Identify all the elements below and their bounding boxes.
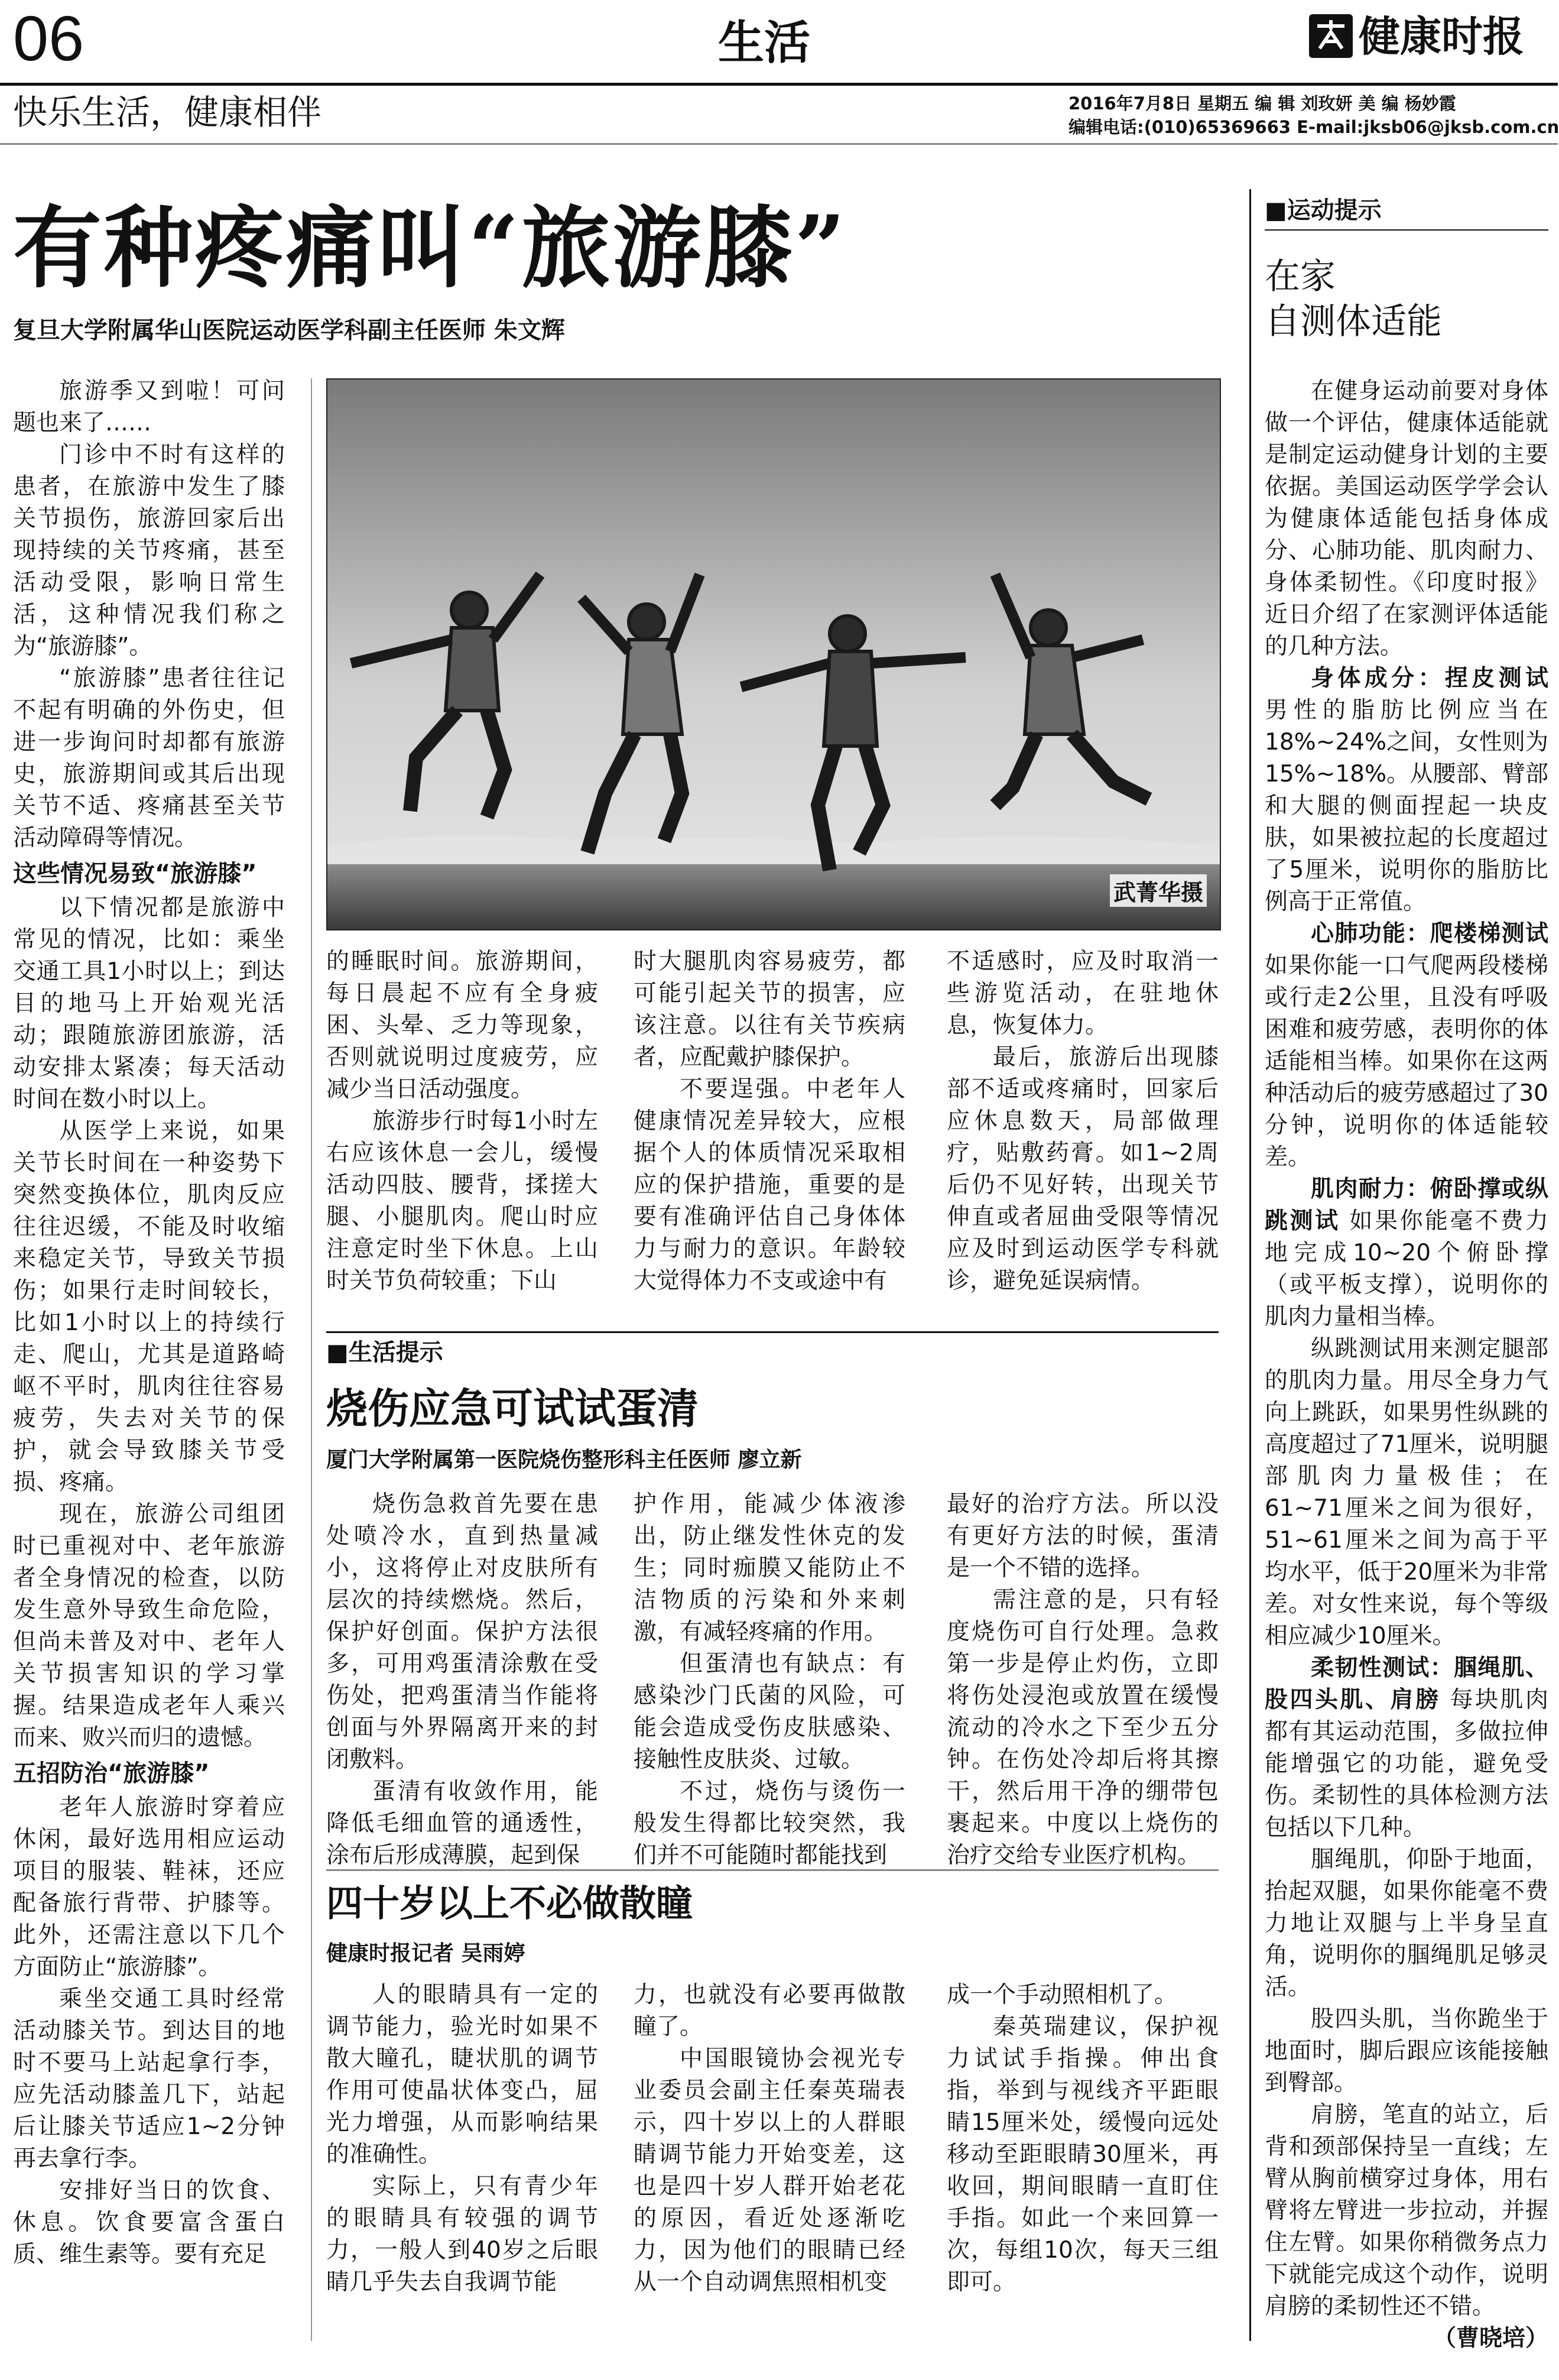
masthead-rule-bottom — [0, 143, 1558, 145]
main-col1 — [13, 375, 285, 2338]
paragraph: 从医学上来说，如果关节长时间在一种姿势下突然变换体位，肌肉反应往往迟缓，不能及时收缩来稳定关节，导致关节损伤；如果行走时间较长，比如1小时以上的持续行走、爬山，尤其是道路崎岖不平时，肌肉往往容易疲劳，失去对关节的保护，就会导致膝关节受损、疼痛。 — [13, 1118, 285, 1496]
sidebar-divider — [1249, 189, 1251, 2341]
paragraph: 时大腿肌肉容易疲劳，都可能引起关节的损害，应该注意。以往有关节疾病者，应配戴护膝保护。 — [634, 948, 905, 1071]
paragraph: 但蛋清也有缺点：有感染沙门氏菌的风险，可能会造成受伤皮肤感染、接触性皮肤炎、过敏。 — [634, 1651, 905, 1773]
paragraph — [1265, 918, 1548, 1173]
main-col4 — [947, 946, 1219, 1294]
paragraph — [1265, 1173, 1548, 1333]
eyes-byline: 健康时报记者 吴雨婷 — [326, 1941, 525, 1966]
paragraph-text: 如果你能毫不费力地完成10~20个俯卧撑（或平板支撑），说明你的肌肉力量相当棒。 — [1265, 1208, 1548, 1330]
burn-col1 — [326, 1489, 598, 1869]
paragraph: 烧伤急救首先要在患处喷冷水，直到热量减小，这将停止对皮肤所有层次的持续燃烧。然后，保护好创面。保护方法很多，可用鸡蛋清涂敷在受伤处，把鸡蛋清当作能将创面与外界隔离开来的封闭敷料。 — [326, 1491, 598, 1773]
contact-line: 编辑电话:(010)65369663 E-mail:jksb06@jksb.com.cn — [1068, 117, 1559, 137]
paragraph: 现在，旅游公司组团时已重视对中、老年旅游者全身情况的检查，以防发生意外导致生命危险，但尚未普及对中、老年人关节损害知识的学习掌握。结果造成老年人乘兴而来、败兴而归的遗憾。 — [13, 1501, 285, 1751]
col-divider — [311, 378, 312, 2341]
paragraph: 门诊中不时有这样的患者，在旅游中发生了膝关节损伤，旅游回家后出现持续的关节疼痛，甚至活动受限，影响日常生活，这种情况我们称之为“旅游膝”。 — [13, 442, 285, 660]
burn-headline: 烧伤应急可试试蛋清 — [326, 1384, 699, 1433]
sidebar-rule — [1265, 229, 1548, 231]
sidebar-author: （曹晓培） — [1433, 2325, 1548, 2352]
paragraph: 旅游季又到啦！可问题也来了…… — [13, 378, 285, 436]
page-number: 06 — [13, 2, 85, 74]
burn-byline: 厦门大学附属第一医院烧伤整形科主任医师 廖立新 — [326, 1448, 802, 1472]
sidebar-body — [1265, 375, 1548, 2352]
paragraph: 不要逞强。中老年人健康情况差异较大，应根据个人的体质情况采取相应的保护措施，重要的是要有准确评估自己身体体力与耐力的意识。年龄较大觉得体力不支或途中有 — [634, 1076, 905, 1294]
paragraph: 安排好当日的饮食、休息。饮食要富含蛋白质、维生素等。要有充足 — [13, 2177, 285, 2268]
eyes-col3 — [947, 1979, 1219, 2358]
paragraph: 的睡眠时间。旅游期间，每日晨起不应有全身疲困、头晕、乏力等现象，否则就说明过度疲劳，应减少当日活动强度。 — [326, 948, 598, 1103]
paragraph: 不适感时，应及时取消一些游览活动，在驻地休息，恢复体力。 — [947, 948, 1219, 1039]
paragraph: 乘坐交通工具时经常活动膝关节。到达目的地时不要马上站起拿行李，应先活动膝盖几下，站起后让膝关节适应1~2分钟再去拿行李。 — [13, 1986, 285, 2172]
paragraph: 股四头肌，当你跪坐于地面时，脚后跟应该能接触到臀部。 — [1265, 2006, 1548, 2096]
paragraph: 成一个手动照相机了。 — [947, 1982, 1178, 2008]
main-col2 — [326, 946, 598, 1294]
paragraph — [1265, 1652, 1548, 1844]
burn-rule — [326, 1331, 1219, 1333]
paragraph: 护作用，能减少体液渗出，防止继发性休克的发生；同时痂膜又能防止不洁物质的污染和外来刺激，有减轻疼痛的作用。 — [634, 1491, 905, 1645]
paragraph: 老年人旅游时穿着应休闲，最好选用相应运动项目的服装、鞋袜，还应配备旅行背带、护膝等。此外，还需注意以下几个方面防止“旅游膝”。 — [13, 1794, 285, 1980]
paragraph: 纵跳测试用来测定腿部的肌肉力量。用尽全身力气向上跳跃，如果男性纵跳的高度超过了71厘米，说明腿部肌肉力量极佳；在61~71厘米之间为很好，51~61厘米之间为高于平均水平，低于20厘米为非常差。对女性来说，每个等级相应减少10厘米。 — [1265, 1335, 1548, 1649]
paragraph-text: 男性的脂肪比例应当在18%~24%之间，女性则为15%~18%。从腰部、臂部和大腿的侧面捏起一块皮肤，如果被拉起的长度超过了5厘米，说明你的脂肪比例高于正常值。 — [1265, 697, 1548, 915]
paragraph: 力，也就没有必要再做散瞳了。 — [634, 1982, 905, 2040]
paragraph: 肩膀，笔直的站立，后背和颈部保持呈一直线；左臂从胸前横穿过身体，用右臂将左臂进一步拉动，并握住左臂。如果你稍微务点力下就能完成这个动作，说明肩膀的柔韧性还不错。 — [1265, 2102, 1548, 2320]
subheading: 五招防治“旅游膝” — [13, 1760, 210, 1787]
section-title: 生活 — [718, 16, 811, 70]
main-headline: 有种疼痛叫“旅游膝” — [13, 196, 848, 300]
paragraph: 实际上，只有青少年的眼睛具有较强的调节力，一般人到40岁之后眼睛几乎失去自我调节能 — [326, 2173, 598, 2295]
burn-col3 — [947, 1489, 1219, 1869]
sidebar-headline-line1: 在家 — [1265, 256, 1336, 297]
paragraph: 以下情况都是旅游中常见的情况，比如：乘坐交通工具1小时以上；到达目的地马上开始观光活动；跟随旅游团旅游，活动安排太紧凑；每天活动时间在数小时以上。 — [13, 894, 285, 1113]
paragraph: 在健身运动前要对身体做一个评估，健康体适能就是制定运动健身计划的主要依据。美国运动医学学会认为健康体适能包括身体成分、心肺功能、肌肉耐力、身体柔韧性。《印度时报》近日介绍了在家测评体适能的几种方法。 — [1265, 378, 1548, 660]
test-label: 柔韧性测试：腘绳肌、股四头肌、肩膀 — [1265, 1655, 1548, 1713]
test-label: 心肺功能：爬楼梯测试 — [1311, 920, 1548, 947]
burn-section-tag: ■生活提示 — [326, 1339, 443, 1366]
eyes-headline: 四十岁以上不必做散瞳 — [326, 1882, 693, 1925]
paragraph: 旅游步行时每1小时左右应该休息一会儿，缓慢活动四肢、腰背，揉搓大腿、小腿肌肉。爬山时应注意定时坐下休息。上山时关节负荷较重；下山 — [326, 1108, 598, 1294]
photo-credit: 武菁华摄 — [1110, 874, 1207, 907]
paragraph — [1265, 663, 1548, 918]
paragraph: 需注意的是，只有轻度烧伤可自行处理。急救第一步是停止灼伤，立即将伤处浸泡或放置在缓慢流动的冷水之下至少五分钟。在伤处冷却后将其擦干，然后用干净的绷带包裹起来。中度以上烧伤的治疗交给专业医疗机构。 — [947, 1587, 1219, 1869]
paragraph-text: 如果你能一口气爬两段楼梯或行走2公里，且没有呼吸困难和疲劳感，表明你的体适能相当棒。如果你在这两种活动后的疲劳感超过了30分钟，说明你的体适能较差。 — [1265, 952, 1548, 1170]
slogan: 快乐生活，健康相伴 — [13, 92, 322, 132]
paragraph: “旅游膝”患者往往记不起有明确的外伤史，但进一步询问时却都有旅游史，旅游期间或其后出现关节不适、疼痛甚至关节活动障碍等情况。 — [13, 665, 285, 851]
burn-col2 — [634, 1489, 905, 1869]
photo-jumping-tourists — [326, 378, 1221, 930]
paragraph: 最好的治疗方法。所以没有更好方法的时候，蛋清是一个不错的选择。 — [947, 1491, 1219, 1581]
test-label: 身体成分：捏皮测试 — [1311, 665, 1548, 692]
paragraph: 中国眼镜协会视光专业委员会副主任秦英瑞表示，四十岁以上的人群眼睛调节能力开始变差，这也是四十岁人群开始老花的原因，看近处逐渐吃力，因为他们的眼睛已经从一个自动调焦照相机变 — [634, 2045, 905, 2295]
paper-logo — [1309, 11, 1545, 64]
paragraph: 人的眼睛具有一定的调节能力，验光时如果不散大瞳孔，睫状肌的调节作用可使晶状体变凸，屈光力增强，从而影响结果的准确性。 — [326, 1982, 598, 2168]
logo-icon — [1309, 14, 1353, 58]
eyes-col1 — [326, 1979, 598, 2358]
paragraph: 腘绳肌，仰卧于地面，抬起双腿，如果你能毫不费力地让双腿与上半身呈直角，说明你的腘绳肌足够灵活。 — [1265, 1846, 1548, 2000]
date-line: 2016年7月8日 星期五 编 辑 刘玫妍 美 编 杨妙霞 — [1068, 93, 1456, 114]
main-byline: 复旦大学附属华山医院运动医学科副主任医师 朱文辉 — [13, 317, 565, 344]
eyes-rule — [326, 1869, 1219, 1871]
paragraph: 秦英瑞建议，保护视力试试手指操。伸出食指，举到与视线齐平距眼睛15厘米处，缓慢向远处移动至距眼睛30厘米，再收回，期间眼睛一直盯住手指。如此一个来回算一次，每组10次，每天三组即可。 — [947, 2013, 1219, 2295]
main-col3 — [634, 946, 905, 1294]
test-label: 肌肉耐力：俯卧撑或纵跳测试 — [1265, 1176, 1548, 1234]
masthead-rule — [0, 83, 1558, 86]
paragraph-text: 每块肌肉都有其运动范围，多做拉伸能增强它的功能，避免受伤。柔韧性的具体检测方法包括以下几种。 — [1265, 1687, 1548, 1841]
paragraph: 最后，旅游后出现膝部不适或疼痛时，回家后应休息数天，局部做理疗，贴敷药膏。如1~2周后仍不见好转，出现关节伸直或者屈曲受限等情况应及时到运动医学专科就诊，避免延误病情。 — [947, 1044, 1219, 1294]
sidebar-section-tag: ■运动提示 — [1265, 197, 1382, 224]
sidebar-headline-line2: 自测体适能 — [1265, 301, 1442, 342]
eyes-col2 — [634, 1979, 905, 2358]
paragraph: 蛋清有收敛作用，能降低毛细血管的通透性，涂布后形成薄膜，起到保 — [326, 1778, 598, 1869]
paper-name: 健康时报 — [1359, 12, 1524, 61]
paragraph: 不过，烧伤与烫伤一般发生得都比较突然，我们并不可能随时都能找到 — [634, 1778, 905, 1869]
subheading: 这些情况易致“旅游膝” — [13, 860, 257, 887]
